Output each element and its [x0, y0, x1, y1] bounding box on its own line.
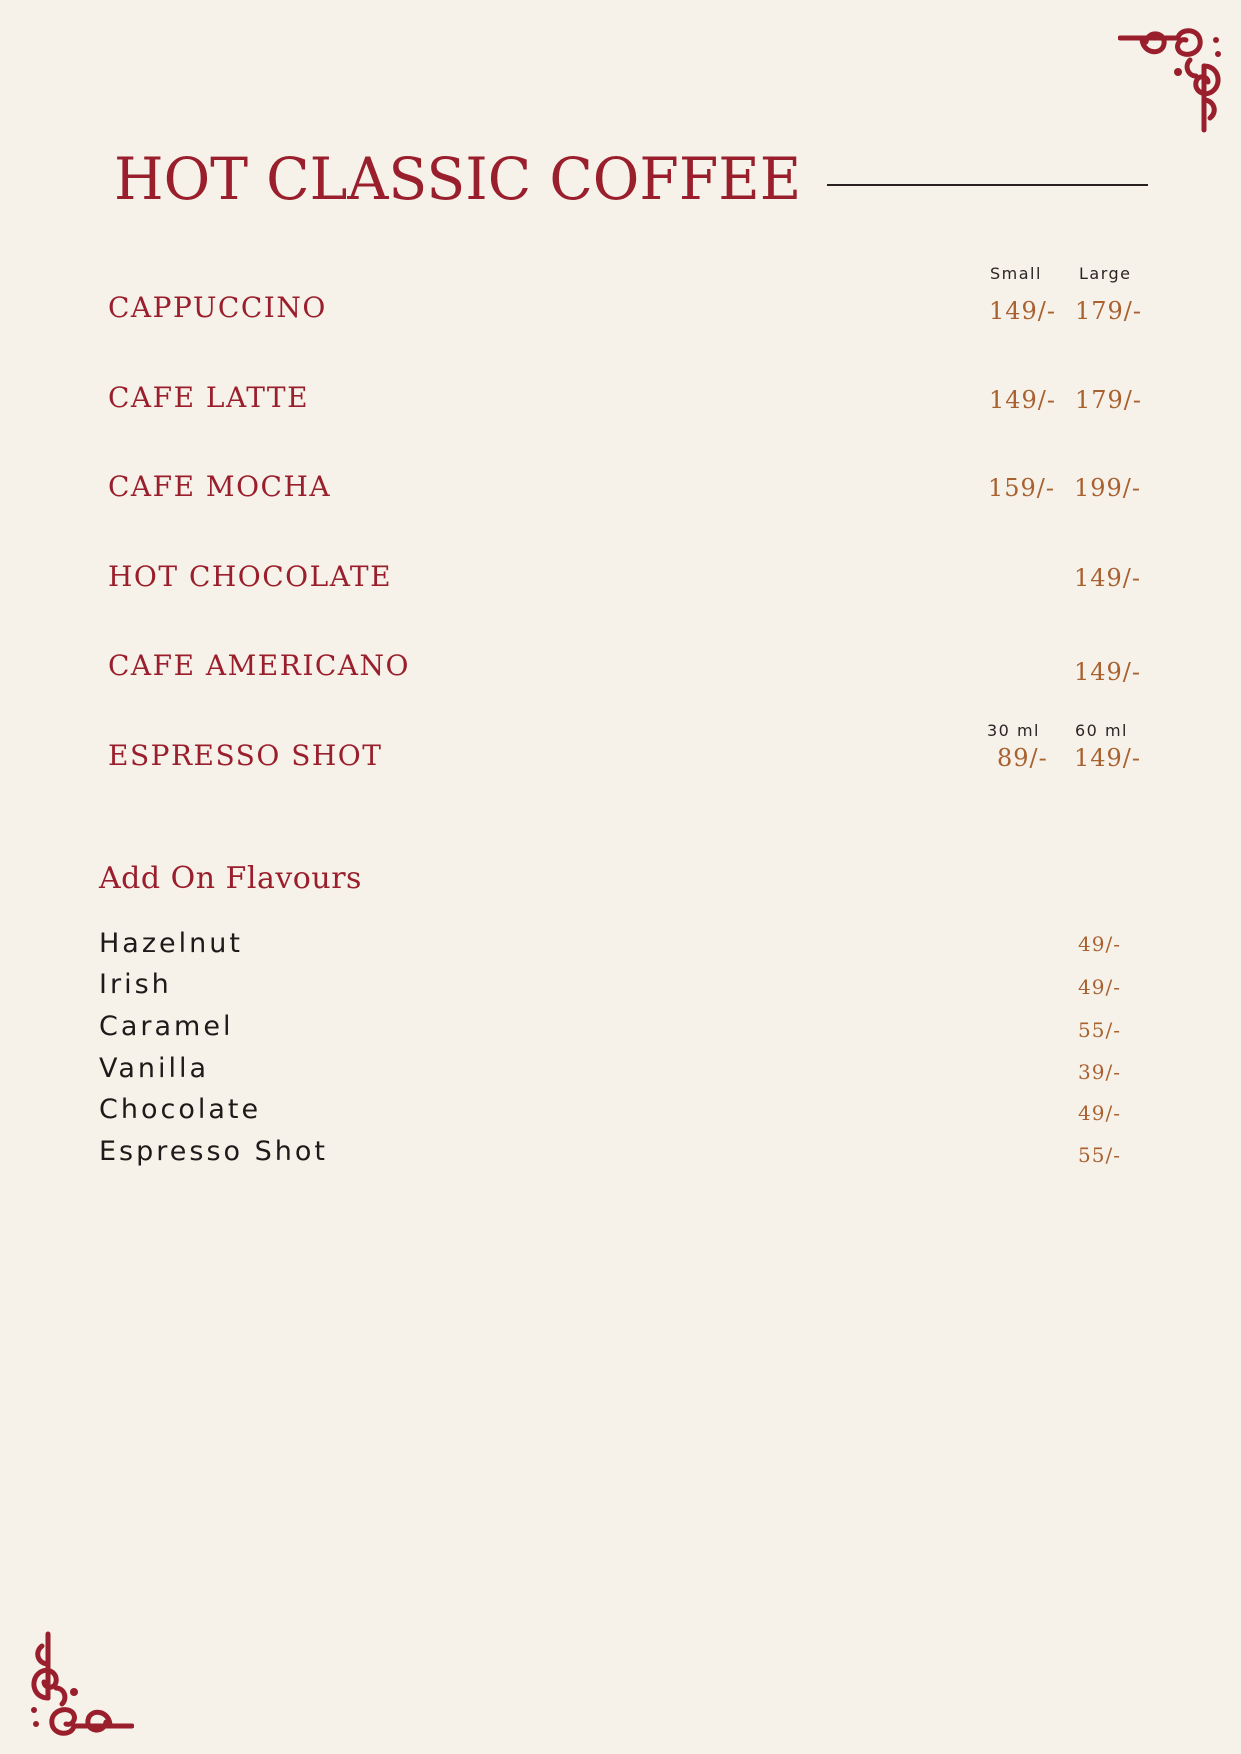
price-large: 199/-: [1074, 474, 1142, 502]
page-title: HOT CLASSIC COFFEE: [114, 145, 802, 213]
addon-price: 49/-: [1078, 1101, 1121, 1125]
addon-price: 39/-: [1078, 1060, 1121, 1084]
addon-name: Caramel: [99, 1011, 234, 1042]
item-name: CAFE LATTE: [108, 381, 310, 414]
price-60ml: 149/-: [1074, 744, 1142, 772]
price-large: 179/-: [1075, 386, 1143, 414]
price-small: 149/-: [989, 297, 1057, 325]
column-large-label: Large: [1079, 264, 1132, 283]
addon-name: Chocolate: [99, 1094, 262, 1125]
column-small-label: Small: [990, 264, 1042, 283]
corner-flourish-icon: [1118, 26, 1228, 136]
addon-price: 55/-: [1078, 1143, 1121, 1167]
column-60ml-label: 60 ml: [1075, 721, 1128, 740]
addon-price: 49/-: [1078, 975, 1121, 999]
addon-name: Hazelnut: [99, 928, 243, 959]
title-divider: [827, 184, 1148, 186]
price-large: 149/-: [1074, 564, 1142, 592]
price-large: 179/-: [1075, 297, 1143, 325]
addon-price: 49/-: [1078, 932, 1121, 956]
addon-name: Espresso Shot: [99, 1136, 328, 1167]
price-large: 149/-: [1074, 658, 1142, 686]
corner-flourish-icon: [24, 1628, 134, 1738]
price-small: 149/-: [989, 386, 1057, 414]
addons-title: Add On Flavours: [99, 861, 362, 896]
item-name: ESPRESSO SHOT: [108, 739, 383, 772]
item-name: CAFE AMERICANO: [108, 649, 410, 682]
addon-name: Vanilla: [99, 1053, 210, 1084]
addon-price: 55/-: [1078, 1018, 1121, 1042]
item-name: CAFE MOCHA: [108, 470, 332, 503]
column-30ml-label: 30 ml: [987, 721, 1040, 740]
price-small: 159/-: [988, 474, 1056, 502]
addon-name: Irish: [99, 969, 172, 1000]
item-name: CAPPUCCINO: [108, 291, 327, 324]
price-30ml: 89/-: [997, 744, 1048, 772]
item-name: HOT CHOCOLATE: [108, 560, 393, 593]
